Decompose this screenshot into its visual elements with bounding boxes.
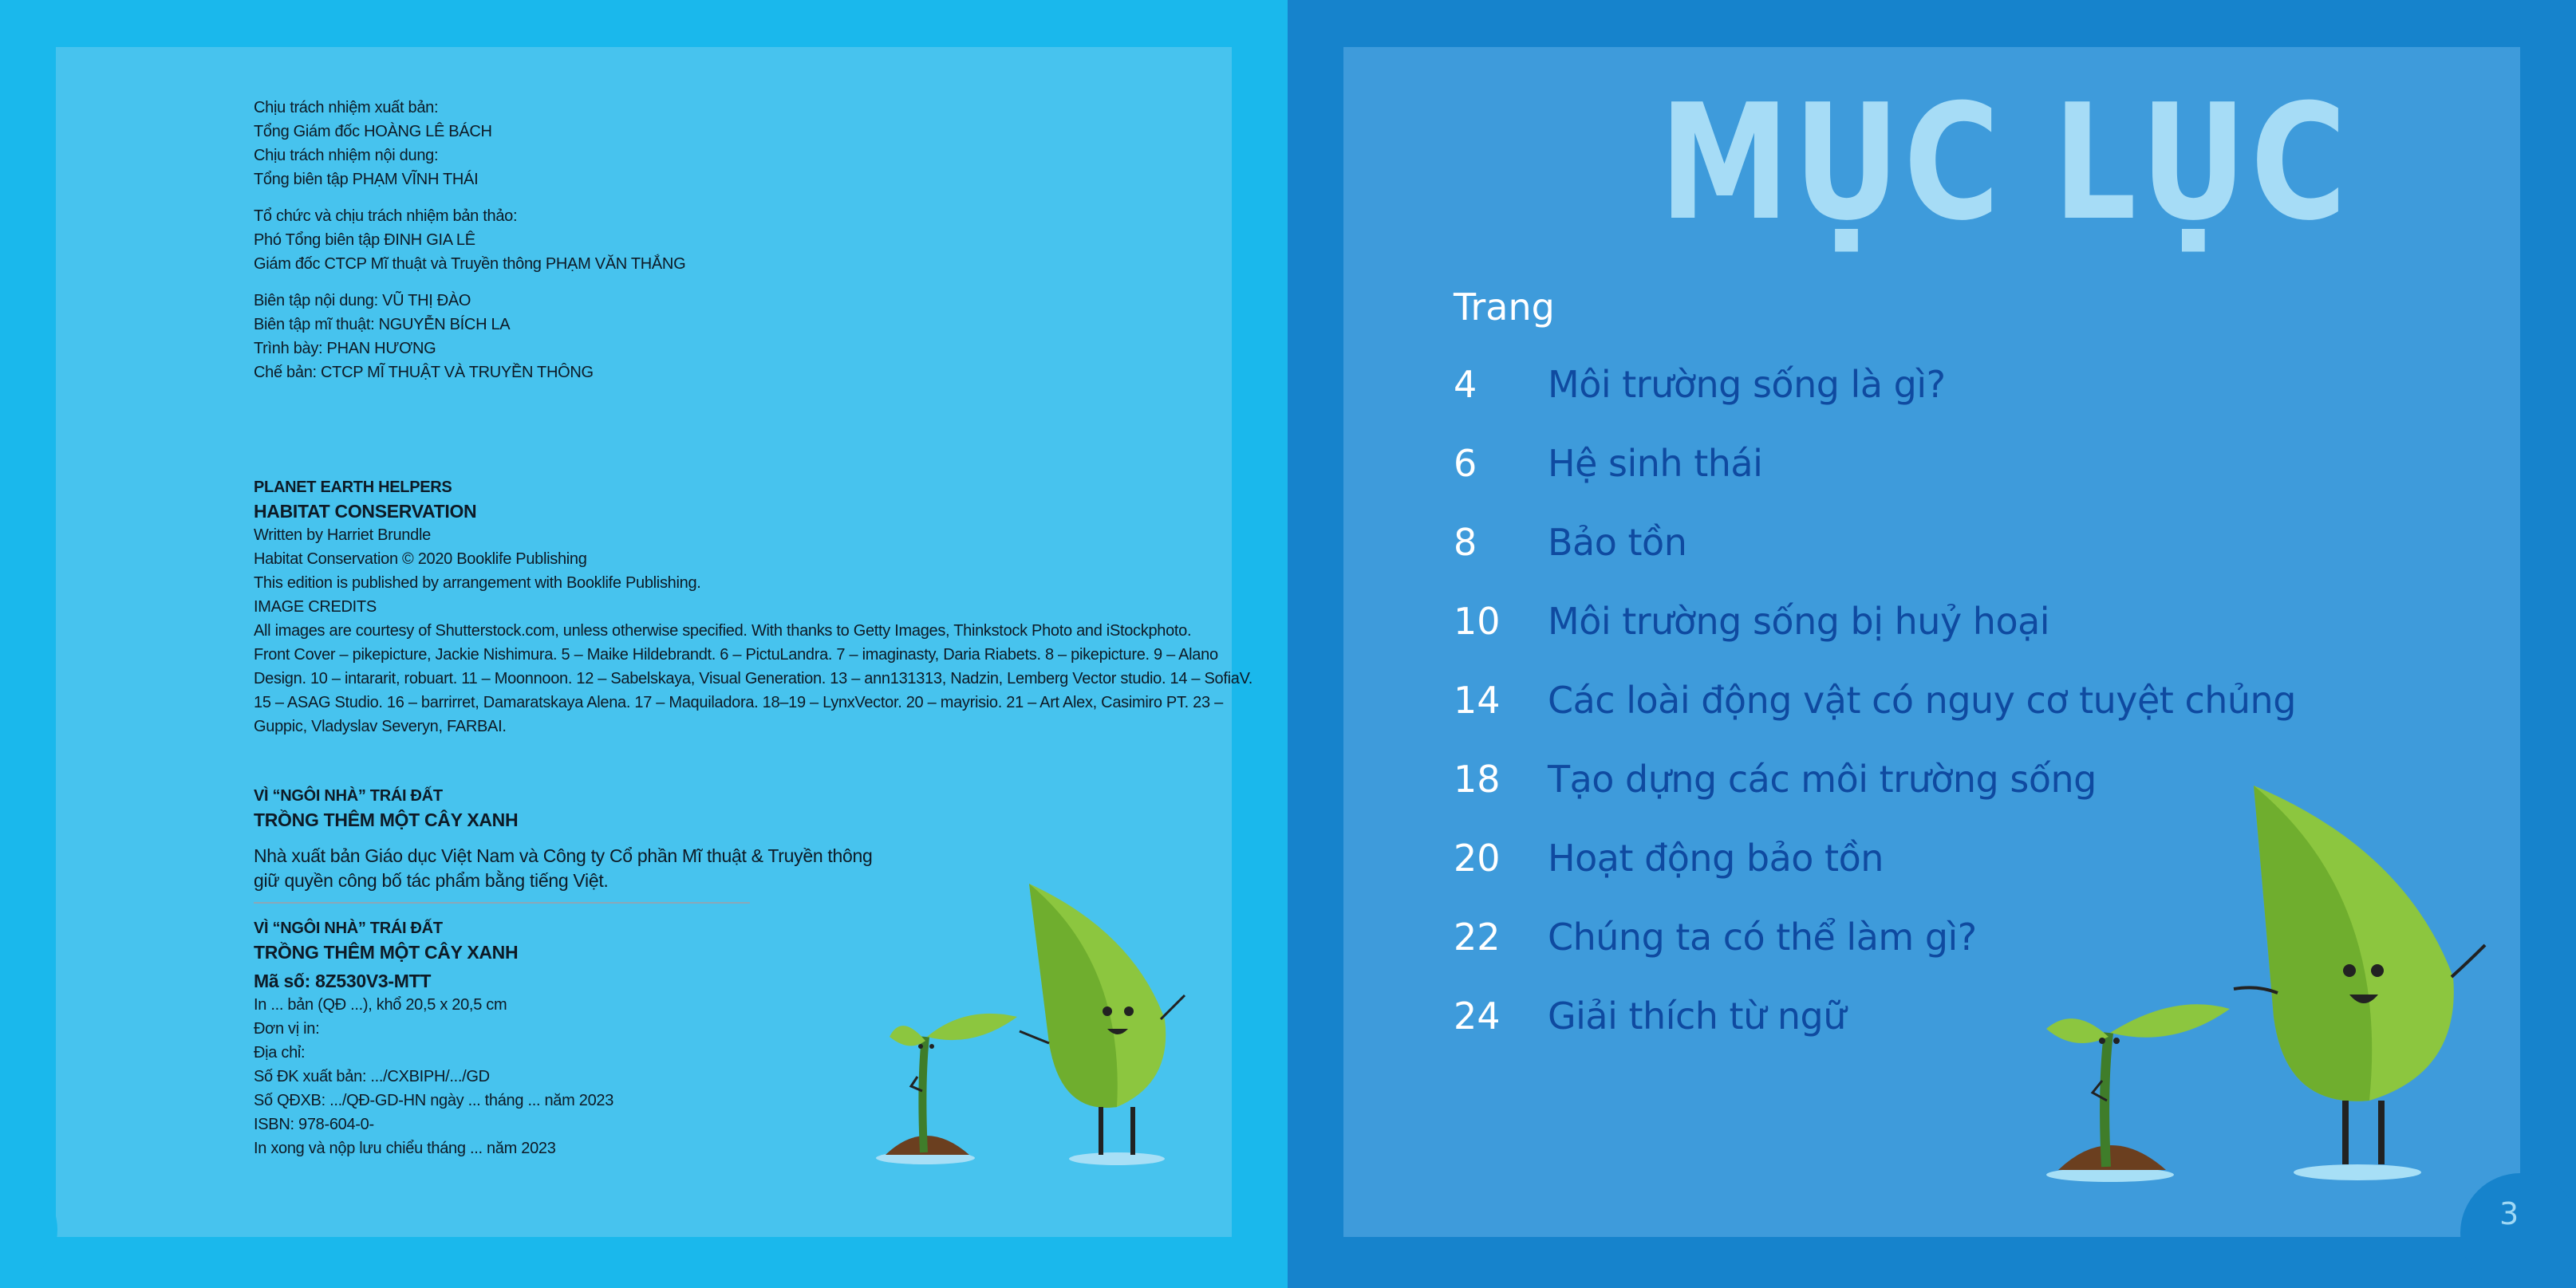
credit-line: Giám đốc CTCP Mĩ thuật và Truyền thông PHẠM VĂN THẮNG: [254, 255, 686, 273]
credit-line: Tổ chức và chịu trách nhiệm bản thảo:: [254, 207, 518, 225]
print-info-line: Số ĐK xuất bản: .../CXBIPH/.../GD: [254, 1068, 490, 1085]
print-info-line: Đơn vị in:: [254, 1020, 320, 1038]
print-info-line: ISBN: 978-604-0-: [254, 1116, 374, 1133]
leaf-character-icon: [2230, 786, 2493, 1184]
original-line: Guppic, Vladyslav Severyn, FARBAI.: [254, 718, 507, 735]
credit-line: Biên tập mĩ thuật: NGUYỄN BÍCH LA: [254, 316, 511, 333]
print-info-line: Địa chỉ:: [254, 1044, 306, 1062]
credit-line: Chịu trách nhiệm xuất bản:: [254, 99, 439, 116]
toc-title: Tạo dựng các môi trường sống: [1548, 758, 2097, 801]
credits-block-manuscript: [254, 204, 685, 276]
original-title: HABITAT CONSERVATION: [254, 501, 477, 522]
credit-line: Chịu trách nhiệm nội dung:: [254, 147, 439, 164]
toc-page-number: 20: [1454, 837, 1501, 880]
toc-title: Bảo tồn: [1548, 521, 1687, 564]
slogan-line: VÌ “NGÔI NHÀ” TRÁI ĐẤT: [254, 787, 443, 805]
page-corner-decoration: [0, 1173, 57, 1286]
original-line: Front Cover – pikepicture, Jackie Nishimura. 5 – Maike Hildebrandt. 6 – PictuLandra. 7 – imaginasty, Daria Riabets. 8 – pikepicture. 9 – Alano: [254, 646, 1218, 664]
series-name: PLANET EARTH HELPERS: [254, 479, 452, 496]
toc-column-header: Trang: [1454, 286, 1555, 329]
slogan-line: VÌ “NGÔI NHÀ” TRÁI ĐẤT: [254, 920, 443, 937]
print-info-line: In ... bản (QĐ ...), khổ 20,5 x 20,5 cm: [254, 996, 507, 1014]
rights-line: giữ quyền công bố tác phẩm bằng tiếng Việt.: [254, 870, 609, 891]
print-info-line: In xong và nộp lưu chiểu tháng ... năm 2023: [254, 1140, 556, 1157]
original-line: 15 – ASAG Studio. 16 – barrirret, Damaratskaya Alena. 17 – Maquiladora. 18–19 – LynxVector. 20 – mayrisio. 21 – Art Alex, Casimiro PT. 23 –: [254, 694, 1223, 711]
toc-page-number: 6: [1454, 442, 1477, 485]
original-line: Written by Harriet Brundle: [254, 526, 431, 544]
credit-line: Phó Tổng biên tập ĐINH GIA LÊ: [254, 231, 475, 249]
toc-title: Hệ sinh thái: [1548, 442, 1763, 485]
credit-line: Biên tập nội dung: VŨ THỊ ĐÀO: [254, 292, 471, 309]
toc-title: Giải thích từ ngữ: [1548, 995, 1846, 1038]
slogan-block: [254, 784, 518, 832]
credits-block-responsibility: [254, 96, 492, 191]
toc-title: Hoạt động bảo tồn: [1548, 837, 1884, 880]
toc-title: Môi trường sống là gì?: [1548, 363, 1946, 406]
credits-block-editors: [254, 289, 594, 384]
imprint-block: [254, 916, 613, 1160]
original-line: IMAGE CREDITS: [254, 598, 377, 616]
page-title: MỤC LỤC: [1659, 70, 2351, 256]
rights-block: [254, 844, 872, 893]
original-line: All images are courtesy of Shutterstock.com, unless otherwise specified. With thanks to Getty Images, Thinkstock Photo and iStockphoto.: [254, 622, 1192, 640]
leaf-character-icon: [1013, 884, 1205, 1171]
print-info-line: Số QĐXB: .../QĐ-GD-HN ngày ... tháng ... năm 2023: [254, 1092, 614, 1109]
slogan-line: TRỒNG THÊM MỘT CÂY XANH: [254, 809, 519, 830]
toc-page-number: 14: [1454, 679, 1501, 722]
toc-page-number: 18: [1454, 758, 1501, 801]
credit-line: Trình bày: PHAN HƯƠNG: [254, 340, 436, 357]
toc-page-number: 8: [1454, 521, 1477, 564]
toc-page-number: 22: [1454, 916, 1501, 959]
credit-line: Tổng Giám đốc HOÀNG LÊ BÁCH: [254, 123, 492, 140]
toc-page-number: 4: [1454, 363, 1477, 406]
original-line: Habitat Conservation © 2020 Booklife Publishing: [254, 550, 587, 568]
toc-title: Môi trường sống bị huỷ hoại: [1548, 600, 2050, 643]
credit-line: Chế bản: CTCP MĨ THUẬT VÀ TRUYỀN THÔNG: [254, 364, 594, 381]
slogan-line: TRỒNG THÊM MỘT CÂY XANH: [254, 942, 519, 963]
credit-line: Tổng biên tập PHẠM VĨNH THÁI: [254, 171, 479, 188]
product-code: Mã số: 8Z530V3-MTT: [254, 971, 432, 991]
original-line: This edition is published by arrangement with Booklife Publishing.: [254, 574, 701, 592]
page-number: 3: [2499, 1196, 2519, 1231]
original-edition-block: [254, 475, 1252, 739]
rights-line: Nhà xuất bản Giáo dục Việt Nam và Công ty Cổ phần Mĩ thuật & Truyền thông: [254, 845, 873, 866]
toc-page-number: 10: [1454, 600, 1501, 643]
toc-title: Các loài động vật có nguy cơ tuyệt chủng: [1548, 679, 2296, 722]
toc-title: Chúng ta có thể làm gì?: [1548, 916, 1977, 959]
original-line: Design. 10 – intararit, robuart. 11 – Moonnoon. 12 – Sabelskaya, Visual Generation. 13 – ann131313, Nadzin, Lemberg Vector studio. 14 – SofiaV.: [254, 670, 1253, 687]
divider: [254, 902, 750, 904]
toc-page-number: 24: [1454, 995, 1501, 1038]
